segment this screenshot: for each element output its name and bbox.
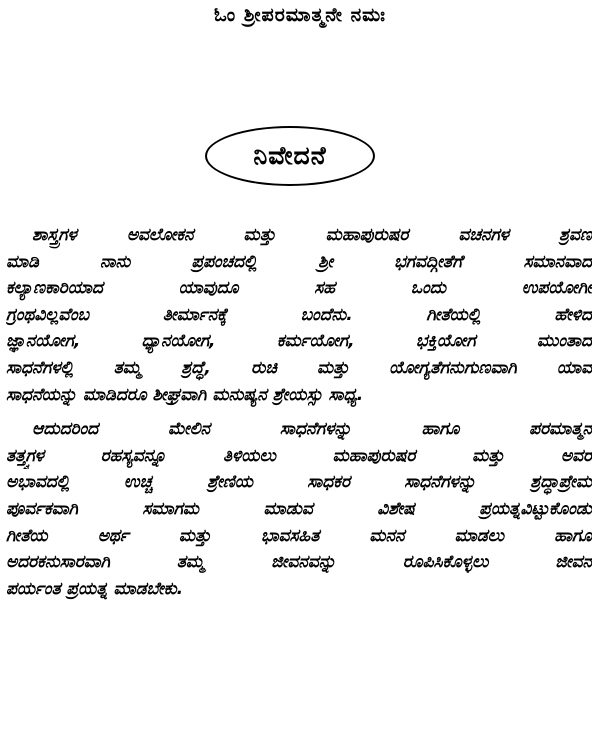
paragraph-2 — [6, 416, 592, 602]
text-line: ಮಾಡಿ ನಾನು ಪ್ರಪಂಚದಲ್ಲಿ ಶ್ರೀ ಭಗವದ್ಗೀತೆಗೆ ಸಮಾನವಾದ — [6, 251, 592, 272]
text-line: ಗೀತೆಯ ಅರ್ಥ ಮತ್ತು ಭಾವಸಹಿತ ಮನನ ಮಾಡಲು ಹಾಗೂ — [6, 525, 592, 546]
invocation-header: ಓಂ ಶ್ರೀಪರಮಾತ್ಮನೇ ನಮಃ — [214, 4, 386, 26]
text-line: ಪರ್ಯಂತ ಪ್ರಯತ್ನ ಮಾಡಬೇಕು. — [6, 578, 184, 599]
text-line: ಪೂರ್ವಕವಾಗಿ ಸಮಾಗಮ ಮಾಡುವ ವಿಶೇಷ ಪ್ರಯತ್ನವಿಟ್ಟುಕೊಂಡು — [6, 498, 592, 519]
body-text — [6, 222, 592, 602]
text-line: ಜ್ಞಾನಯೋಗ, ಧ್ಯಾನಯೋಗ, ಕರ್ಮಯೋಗ, ಭಕ್ತಿಯೋಗ ಮುಂತಾದ — [6, 331, 592, 352]
text-line: ಅದರಕನುಸಾರವಾಗಿ ತಮ್ಮ ಜೀವನವನ್ನು ರೂಪಿಸಿಕೊಳ್ಳಲು ಜೀವನ — [6, 552, 592, 573]
text-line: ಸಾಧನೆಗಳಲ್ಲಿ ತಮ್ಮ ಶ್ರದ್ಧೆ, ರುಚಿ ಮತ್ತು ಯೋಗ್ಯತೆಗನುಗುಣವಾಗಿ ಯಾವ — [6, 357, 592, 378]
title-oval — [205, 126, 375, 186]
text-line: ಸಾಧನೆಯನ್ನು ಮಾಡಿದರೂ ಶೀಘ್ರವಾಗಿ ಮನುಷ್ಯನ ಶ್ರೇಯಸ್ಸು ಸಾಧ್ಯ. — [6, 384, 364, 405]
text-line: ಶಾಸ್ತ್ರಗಳ ಅವಲೋಕನ ಮತ್ತು ಮಹಾಪುರುಷರ ವಚನಗಳ ಶ್ರವಣ — [32, 225, 592, 245]
text-line: ಕಲ್ಯಾಣಕಾರಿಯಾದ ಯಾವುದೂ ಸಹ ಒಂದು ಉಪಯೋಗೀ — [6, 278, 592, 299]
text-line: ಆದುದರಿಂದ ಮೇಲಿನ ಸಾಧನೆಗಳನ್ನು ಹಾಗೂ ಪರಮಾತ್ಮನ — [32, 419, 592, 440]
page-title: ನಿವೇದನೆ — [253, 141, 327, 170]
text-line: ತತ್ತ್ವಗಳ ರಹಸ್ಯವನ್ನೂ ತಿಳಿಯಲು ಮಹಾಪುರುಷರ ಮತ್ತು ಅವರ — [6, 445, 592, 466]
text-line: ಅಭಾವದಲ್ಲಿ ಉಚ್ಚ ಶ್ರೇಣಿಯ ಸಾಧಕರ ಸಾಧನೆಗಳನ್ನು ಶ್ರದ್ಧಾಪ್ರೇಮ — [6, 472, 592, 493]
paragraph-1 — [6, 222, 592, 408]
text-line: ಗ್ರಂಥವಿಲ್ಲವೆಂಬ ತೀರ್ಮಾನಕ್ಕೆ ಬಂದೆನು. ಗೀತೆಯಲ್ಲಿ ಹೇಳಿದ — [6, 304, 592, 325]
